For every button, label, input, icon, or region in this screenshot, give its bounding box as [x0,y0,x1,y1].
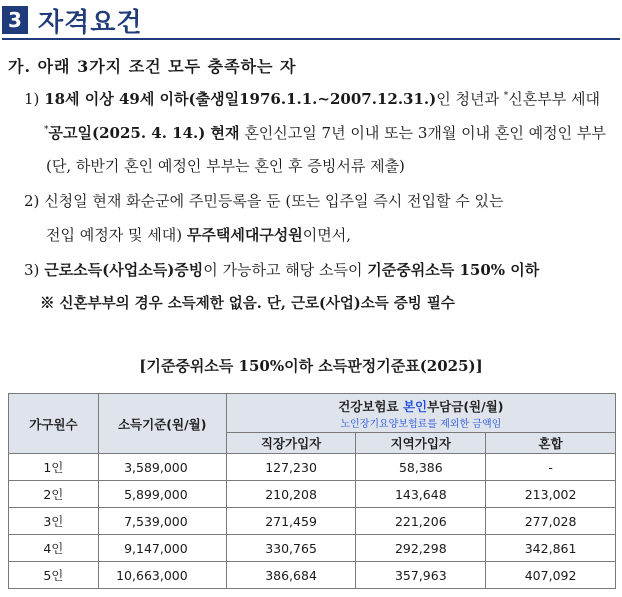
regional-cell: 143,648 [356,481,486,508]
residency-text: 신청일 현재 화순군에 주민등록을 둔 (또는 입주일 즉시 전입할 수 있는 [44,192,504,210]
mixed-cell: 213,002 [486,481,616,508]
income-criteria-table [8,393,616,589]
newlywed-label: 신혼부부 세대 [508,90,600,108]
section-number: 3 [2,6,28,34]
footnote-mark: * [44,125,49,135]
mixed-cell: 342,861 [486,535,616,562]
header-income: 소득기준(원/월) [98,394,226,454]
condition-3-text: 이 가능하고 해당 소득이 [203,261,368,279]
household-cell: 4인 [9,535,99,562]
table-row [9,562,616,589]
birth-range: (출생일1976.1.1.~2007.12.31.) [188,90,437,108]
header-insurance-prefix: 건강보험료 [338,398,403,414]
mixed-cell: 407,092 [486,562,616,589]
condition-heading: 가. 아래 3가지 조건 모두 충족하는 자 [8,57,297,76]
workplace-cell: 127,230 [226,454,356,481]
income-cell: 10,663,000 [98,562,226,589]
table-row [9,535,616,562]
move-in-text: 전입 예정자 및 세대) [46,226,187,244]
homeless-household-term: 무주택세대구성원 [186,226,303,244]
section-divider [2,38,620,40]
income-cell: 9,147,000 [98,535,226,562]
mixed-cell: 277,028 [486,508,616,535]
footnote-mark: * [503,91,509,101]
regional-cell: 357,963 [356,562,486,589]
condition-1-label: 1) [24,90,40,108]
income-cell: 3,589,000 [98,454,226,481]
household-cell: 2인 [9,481,99,508]
household-cell: 3인 [9,508,99,535]
regional-cell: 221,206 [356,508,486,535]
condition-2-line-2 [46,224,351,245]
household-cell: 5인 [9,562,99,589]
section-header [2,2,620,36]
header-workplace: 직장가입자 [226,433,356,454]
median-income-term: 기준중위소득 150% 이하 [367,261,540,279]
header-insurance [226,394,615,433]
workplace-cell: 271,459 [226,508,356,535]
announcement-date: 공고일(2025. 4. 14.) 현재 [48,124,240,142]
condition-3-label: 3) [24,261,40,279]
condition-3-line-1 [24,259,539,280]
condition-1-line-3: (단, 하반기 혼인 예정인 부부는 혼인 후 증빙서류 제출) [46,157,405,175]
header-insurance-self: 본인 [402,398,428,414]
age-range: 18세 이상 49세 이하 [44,90,189,108]
regional-cell: 58,386 [356,454,486,481]
condition-2-label: 2) [24,192,40,210]
table-row [9,481,616,508]
table-row [9,454,616,481]
table-title: [기준중위소득 150%이하 소득판정기준표(2025)] [139,357,483,375]
header-insurance-note: 노인장기요양보험료를 제외한 금액임 [340,418,502,430]
condition-1-line-1 [24,88,600,109]
income-proof-term: 근로소득(사업소득)증빙 [44,261,204,279]
condition-2-tail: 이면서, [302,226,352,244]
condition-1-line-2 [44,122,606,143]
mixed-cell: - [486,454,616,481]
regional-cell: 292,298 [356,535,486,562]
condition-1-text: 인 청년과 [436,90,504,108]
workplace-cell: 210,208 [226,481,356,508]
condition-2-line-1 [24,190,503,211]
income-cell: 5,899,000 [98,481,226,508]
workplace-cell: 330,765 [226,535,356,562]
table-row [9,508,616,535]
workplace-cell: 386,684 [226,562,356,589]
income-cell: 7,539,000 [98,508,226,535]
header-insurance-suffix: 부담금(원/월) [427,398,504,414]
marriage-criteria: 혼인신고일 7년 이내 또는 3개월 이내 혼인 예정인 부부 [239,124,606,142]
household-cell: 1인 [9,454,99,481]
section-title: 자격요건 [38,8,143,38]
header-regional: 지역가입자 [356,433,486,454]
header-household: 가구원수 [9,394,99,454]
newlywed-note: ※ 신혼부부의 경우 소득제한 없음. 단, 근로(사업)소득 증빙 필수 [40,295,455,312]
header-mixed: 혼합 [486,433,616,454]
